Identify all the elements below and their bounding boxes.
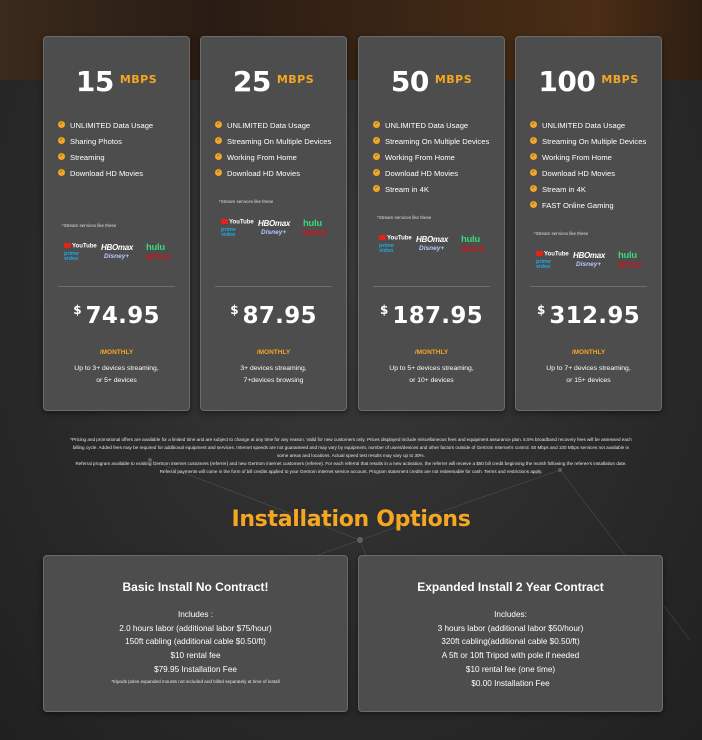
check-circle-icon: ✓ [59, 153, 64, 159]
includes-label: Includes: [494, 610, 527, 619]
feature-item [530, 136, 655, 148]
feature-text: UNLIMITED Data Usage [227, 121, 311, 130]
netflix-logo: NETFLIX [461, 247, 485, 253]
feature-list [58, 120, 183, 184]
feature-item [530, 120, 655, 132]
include-item: 150ft cabling (additional cable $0.50/ft) [125, 637, 266, 647]
currency-symbol: $ [73, 303, 82, 317]
stream-note: *Stream services like these [219, 199, 274, 204]
speed-value: 25 [232, 65, 271, 98]
price-period: /MONTHLY [256, 349, 291, 356]
hbo-max-logo: HBOmax [573, 251, 605, 260]
hulu-logo: hulu [461, 234, 480, 245]
divider [58, 286, 175, 287]
disney-plus-logo: Disney+ [104, 253, 130, 260]
disclaimer-line: some areas and locations. Actual speed test results may vary up to 30%. [277, 453, 425, 458]
install-includes-list [359, 608, 662, 690]
include-item: 320ft cabling(additional cable $0.50/ft) [441, 637, 580, 647]
feature-item [215, 152, 340, 164]
plan-card-25mbps[interactable] [200, 36, 347, 411]
hulu-logo: hulu [303, 218, 322, 229]
feature-list [373, 120, 498, 200]
youtube-logo: YouTube [536, 251, 569, 258]
feature-text: FAST Online Gaming [542, 201, 614, 210]
feature-text: Working From Home [227, 153, 297, 162]
plan-price [44, 303, 189, 329]
plan-price [359, 303, 504, 329]
feature-text: Working From Home [385, 153, 455, 162]
currency-symbol: $ [537, 303, 546, 317]
feature-text: UNLIMITED Data Usage [542, 121, 626, 130]
prime-video-logo: prime video [221, 227, 236, 238]
install-option-expanded[interactable] [358, 555, 663, 712]
check-circle-icon: ✓ [216, 121, 221, 127]
speed-unit: MBPS [601, 73, 639, 86]
device-capacity: Up to 5+ devices streaming, or 10+ devices [389, 365, 474, 384]
feature-item [373, 120, 498, 132]
speed-unit: MBPS [119, 73, 158, 86]
check-circle-icon: ✓ [374, 137, 379, 143]
currency-symbol: $ [230, 303, 239, 317]
install-option-title: Expanded Install 2 Year Contract [417, 580, 604, 594]
feature-text: UNLIMITED Data Usage [385, 121, 469, 130]
feature-text: Download HD Movies [227, 169, 301, 178]
check-circle-icon: ✓ [374, 153, 379, 159]
device-capacity: Up to 7+ devices streaming, or 15+ devices [546, 365, 631, 384]
installation-options-heading: Installation Options [231, 507, 471, 532]
speed-value: 50 [390, 65, 429, 98]
feature-item [530, 200, 655, 212]
feature-item [373, 184, 498, 196]
stream-note: *Stream services like these [377, 215, 432, 220]
plan-speed [516, 65, 661, 98]
install-option-basic[interactable] [43, 555, 348, 712]
price-amount: 87.95 [242, 303, 317, 329]
netflix-logo: NETFLIX [303, 231, 327, 237]
feature-text: UNLIMITED Data Usage [70, 121, 154, 130]
feature-text: Streaming On Multiple Devices [385, 137, 490, 146]
youtube-logo: YouTube [64, 243, 97, 250]
plan-card-15mbps[interactable] [43, 36, 190, 411]
divider [215, 286, 332, 287]
feature-text: Stream in 4K [385, 185, 429, 194]
check-circle-icon: ✓ [216, 137, 221, 143]
feature-item [530, 184, 655, 196]
price-period: /MONTHLY [414, 349, 449, 356]
feature-text: Streaming On Multiple Devices [227, 137, 332, 146]
streaming-logos [536, 251, 648, 279]
check-circle-icon: ✓ [59, 121, 64, 127]
feature-item [58, 120, 183, 132]
divider [530, 286, 647, 287]
pricing-plans [43, 36, 663, 411]
feature-item [58, 168, 183, 180]
install-footnote: *tripods poles expanded mounts not included and billed separately at time of install [111, 679, 280, 684]
plan-card-50mbps[interactable] [358, 36, 505, 411]
check-circle-icon: ✓ [216, 169, 221, 175]
device-capacity: Up to 3+ devices streaming, or 5+ devices [74, 365, 159, 384]
feature-text: Download HD Movies [542, 169, 616, 178]
disney-plus-logo: Disney+ [261, 229, 287, 236]
feature-text: Streaming On Multiple Devices [542, 137, 647, 146]
feature-item [373, 152, 498, 164]
check-circle-icon: ✓ [374, 185, 379, 191]
plan-speed [201, 65, 346, 98]
feature-list [215, 120, 340, 184]
disclaimer-line: Referral program available to existing Gertrom internet customers (referrer) and new Gertrom internet customers (referee). For each referral that results in a new activation, the referrer will receive a $50 bill credit beginning the month following the referee's installation date. [75, 461, 627, 466]
plan-price [201, 303, 346, 329]
currency-symbol: $ [380, 303, 389, 317]
feature-item [530, 168, 655, 180]
plan-price [516, 303, 661, 329]
include-item: $79.95 Installation Fee [154, 664, 237, 674]
price-amount: 187.95 [392, 303, 483, 329]
feature-item [215, 168, 340, 180]
netflix-logo: NETFLIX [618, 263, 642, 269]
check-circle-icon: ✓ [216, 153, 221, 159]
hbo-max-logo: HBOmax [416, 235, 448, 244]
feature-item [373, 136, 498, 148]
check-circle-icon: ✓ [531, 153, 536, 159]
feature-item [58, 136, 183, 148]
feature-text: Download HD Movies [70, 169, 144, 178]
price-amount: 312.95 [549, 303, 640, 329]
plan-speed [44, 65, 189, 98]
device-capacity: 3+ devices streaming, 7+devices browsing [240, 365, 307, 384]
prime-video-logo: prime video [64, 251, 79, 262]
disclaimer-line: *Pricing and promotional offers are available for a limited time and are subject to change at any time for any reason. Valid for new customers only. Prices displayed include miscellaneous fees and equipment assurance plan. 5.5% broadband recovery fees will be assessed each [70, 437, 632, 442]
feature-text: Download HD Movies [385, 169, 459, 178]
price-period: /MONTHLY [571, 349, 606, 356]
streaming-logos [64, 243, 176, 271]
install-option-title: Basic Install No Contract! [122, 580, 269, 594]
pricing-disclaimer [36, 436, 666, 476]
stream-note: *Stream services like these [62, 223, 117, 228]
feature-list [530, 120, 655, 216]
hbo-max-logo: HBOmax [258, 219, 290, 228]
include-item: A 5ft or 10ft Tripod with pole if needed [441, 651, 580, 661]
check-circle-icon: ✓ [531, 201, 536, 207]
feature-text: Stream in 4K [542, 185, 586, 194]
speed-unit: MBPS [276, 73, 315, 86]
feature-text: Sharing Photos [70, 137, 122, 146]
youtube-logo: YouTube [379, 235, 412, 242]
include-item: 2.0 hours labor (additional labor $75/hour) [119, 623, 272, 633]
disney-plus-logo: Disney+ [419, 245, 445, 252]
hulu-logo: hulu [618, 250, 637, 261]
feature-item [215, 120, 340, 132]
divider [373, 286, 490, 287]
feature-item [530, 152, 655, 164]
youtube-logo: YouTube [221, 219, 254, 226]
feature-item [373, 168, 498, 180]
speed-value: 100 [538, 65, 596, 98]
stream-note: *Stream services like these [534, 231, 589, 236]
prime-video-logo: prime video [536, 259, 551, 270]
speed-value: 15 [75, 65, 114, 98]
prime-video-logo: prime video [379, 243, 394, 254]
check-circle-icon: ✓ [531, 137, 536, 143]
check-circle-icon: ✓ [374, 169, 379, 175]
price-amount: 74.95 [85, 303, 160, 329]
disney-plus-logo: Disney+ [576, 261, 602, 268]
disclaimer-line: Referral payments will come in the form of bill credits applied to your Gertrom internet service account. Program statement credits are not redeemable for cash. Terms and restrictions apply. [159, 469, 543, 474]
check-circle-icon: ✓ [531, 169, 536, 175]
netflix-logo: NETFLIX [146, 255, 170, 261]
check-circle-icon: ✓ [531, 121, 536, 127]
check-circle-icon: ✓ [374, 121, 379, 127]
feature-item [215, 136, 340, 148]
streaming-logos [221, 219, 333, 247]
plan-speed [359, 65, 504, 98]
include-item: $0.00 Installation Fee [471, 678, 550, 688]
feature-text: Streaming [70, 153, 105, 162]
includes-label: Includes : [177, 610, 214, 619]
hulu-logo: hulu [146, 242, 165, 253]
install-includes-list [44, 608, 347, 677]
speed-unit: MBPS [434, 73, 473, 86]
feature-item [58, 152, 183, 164]
check-circle-icon: ✓ [531, 185, 536, 191]
streaming-logos [379, 235, 491, 263]
include-item: $10 rental fee [170, 651, 221, 661]
hbo-max-logo: HBOmax [101, 243, 133, 252]
include-item: $10 rental fee (one time) [465, 664, 556, 674]
price-period: /MONTHLY [99, 349, 134, 356]
disclaimer-line: billing cycle. Added fees may be required for additional equipment and services. Internet speeds are not guaranteed and may vary by equipment, number of users/devices and other factors outside of Gertrom Internet's control. 50 Mbps and 100 Mbps services not available in [72, 445, 630, 450]
plan-card-100mbps[interactable] [515, 36, 662, 411]
include-item: 3 hours labor (additional labor $50/hour) [437, 623, 584, 633]
feature-text: Working From Home [542, 153, 612, 162]
check-circle-icon: ✓ [59, 169, 64, 175]
check-circle-icon: ✓ [59, 137, 64, 143]
